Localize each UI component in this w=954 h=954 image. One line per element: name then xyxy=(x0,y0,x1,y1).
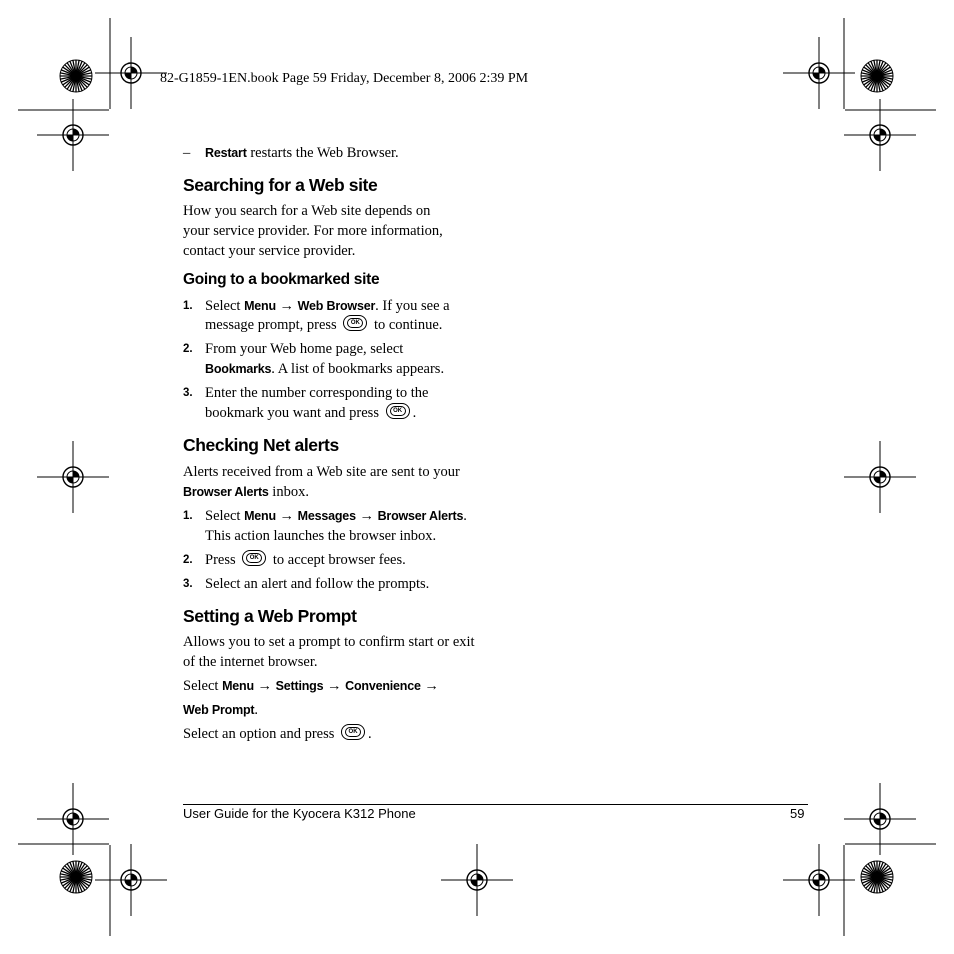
step-number: 3. xyxy=(183,387,193,399)
settings-label: Settings xyxy=(275,679,324,693)
bookmark-step1-line1: Select Menu → Web Browser. If you see a xyxy=(205,298,450,314)
web-prompt-label: Web Prompt xyxy=(183,703,255,717)
alerts-step1-line2: This action launches the browser inbox. xyxy=(205,528,437,544)
menu-label: Menu xyxy=(222,679,254,693)
messages-label: Messages xyxy=(297,509,356,523)
step-number: 1. xyxy=(183,510,193,522)
heading-net-alerts: Checking Net alerts xyxy=(183,435,339,455)
menu-label: Menu xyxy=(244,509,276,523)
bookmarks-label: Bookmarks xyxy=(205,362,272,376)
step-number: 3. xyxy=(183,578,193,590)
print-slug: 82-G1859-1EN.book Page 59 Friday, December 8, 2006 2:39 PM xyxy=(160,71,529,86)
search-line-3: contact your service provider. xyxy=(183,243,356,259)
restart-text: restarts the Web Browser. xyxy=(246,145,399,161)
heading-bookmarks: Going to a bookmarked site xyxy=(183,271,380,288)
prompt-path-line2: Web Prompt. xyxy=(183,702,259,718)
prompt-line-2: of the internet browser. xyxy=(183,654,318,670)
convenience-label: Convenience xyxy=(345,679,421,693)
step-number: 1. xyxy=(183,300,193,312)
restart-item xyxy=(183,143,399,163)
search-line-1: How you search for a Web site depends on xyxy=(183,203,431,219)
web-browser-label: Web Browser xyxy=(297,299,376,313)
prompt-final: Select an option and press OK. xyxy=(183,724,372,744)
alerts-step3: Select an alert and follow the prompts. xyxy=(205,576,430,592)
alerts-intro-2: Browser Alerts inbox. xyxy=(183,484,309,500)
bookmark-step2-line1: From your Web home page, select xyxy=(205,341,404,357)
search-line-2: your service provider. For more information, xyxy=(183,223,443,239)
ok-key-icon xyxy=(341,724,365,740)
bookmark-step3-line1: Enter the number corresponding to the xyxy=(205,385,429,401)
menu-label: Menu xyxy=(244,299,276,313)
alerts-step1-line1: Select Menu → Messages → Browser Alerts. xyxy=(205,508,467,524)
prompt-line-1: Allows you to set a prompt to confirm start or exit xyxy=(183,634,475,650)
restart-label: Restart xyxy=(205,146,247,160)
alerts-step2: Press OK to accept browser fees. xyxy=(205,550,406,570)
heading-web-prompt: Setting a Web Prompt xyxy=(183,606,357,626)
heading-searching: Searching for a Web site xyxy=(183,175,378,195)
prompt-path-line1: Select Menu → Settings → Convenience → xyxy=(183,678,439,694)
bookmark-step2-line2: Bookmarks. A list of bookmarks appears. xyxy=(205,361,445,377)
footer-title: User Guide for the Kyocera K312 Phone xyxy=(183,806,416,821)
browser-alerts-label: Browser Alerts xyxy=(377,509,464,523)
alerts-intro-1: Alerts received from a Web site are sent to your xyxy=(183,464,460,480)
ok-key-icon xyxy=(343,315,367,331)
dash: – xyxy=(183,145,191,161)
browser-alerts-label: Browser Alerts xyxy=(183,485,269,499)
step-number: 2. xyxy=(183,554,193,566)
bookmark-step1-line2: message prompt, press OK to continue. xyxy=(205,315,442,335)
step-number: 2. xyxy=(183,343,193,355)
page-number: 59 xyxy=(790,806,805,821)
bookmark-step3-line2: bookmark you want and press OK. xyxy=(205,403,416,423)
ok-key-icon xyxy=(386,403,410,419)
footer-rule xyxy=(183,804,808,805)
ok-key-icon xyxy=(242,550,266,566)
